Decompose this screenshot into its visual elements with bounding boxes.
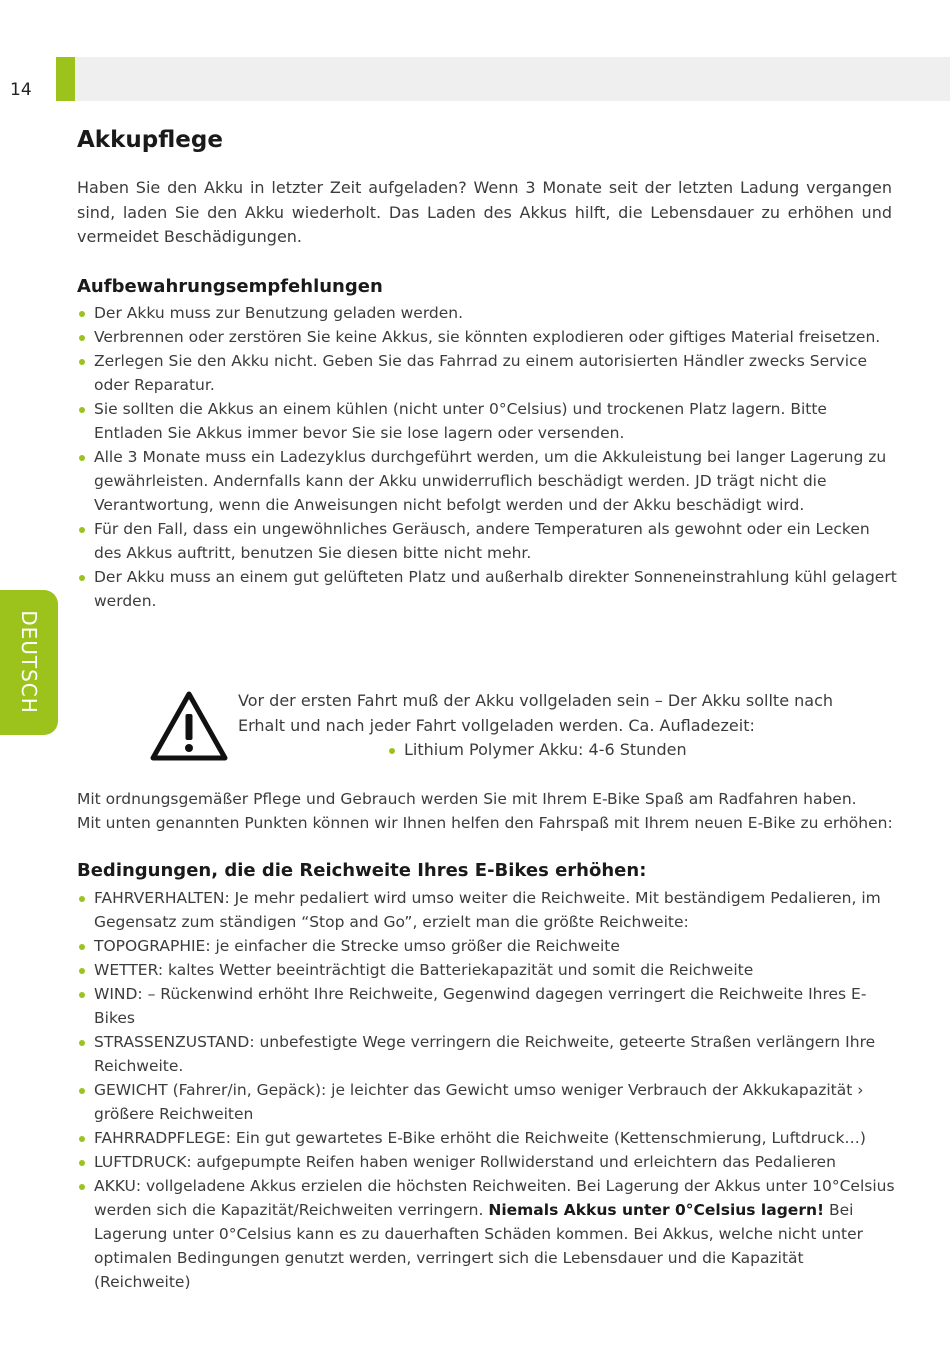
list-item: WETTER: kaltes Wetter beeinträchtigt die Batteriekapazität und somit die Reichweite <box>77 958 897 982</box>
list-item: FAHRRADPFLEGE: Ein gut gewartetes E-Bike erhöht die Reichweite (Kettenschmierung, Luftdruck…) <box>77 1126 897 1150</box>
storage-list <box>77 301 897 613</box>
header-accent-block <box>56 57 75 101</box>
warning-triangle-icon <box>149 690 229 762</box>
language-tab <box>0 590 58 735</box>
akku-text-1: AKKU: vollgeladene Akkus erzielen die höchsten Reichweiten. Bei Lagerung der Akkus unter 10°Celsius werden sich die Kapazität/Reichweiten verringern. <box>94 1177 895 1219</box>
warning-text: Vor der ersten Fahrt muß der Akku vollgeladen sein – Der Akku sollte nach Erhalt und nach jeder Fahrt vollgeladen werden. Ca. Aufladezeit: <box>238 691 834 735</box>
closing-line-1: Mit ordnungsgemäßer Pflege und Gebrauch werden Sie mit Ihrem E-Bike Spaß am Radfahren haben. <box>77 790 857 808</box>
list-item: Für den Fall, dass ein ungewöhnliches Geräusch, andere Temperaturen als gewohnt oder ein Lecken des Akkus auftritt, benutzen Sie diesen bitte nicht mehr. <box>77 517 897 565</box>
range-heading: Bedingungen, die die Reichweite Ihres E-Bikes erhöhen: <box>77 860 647 881</box>
list-item: Verbrennen oder zerstören Sie keine Akkus, sie könnten explodieren oder giftiges Material freisetzen. <box>77 325 897 349</box>
list-item: Der Akku muss an einem gut gelüfteten Platz und außerhalb direkter Sonneneinstrahlung kühl gelagert werden. <box>77 565 897 613</box>
language-tab-label: DEUTSCH <box>17 610 41 714</box>
header-band <box>75 57 950 101</box>
list-item: WIND: – Rückenwind erhöht Ihre Reichweite, Gegenwind dagegen verringert die Reichweite Ihres E-Bikes <box>77 982 897 1030</box>
closing-paragraph <box>77 787 897 835</box>
list-item-akku <box>77 1174 897 1294</box>
range-list <box>77 886 897 1294</box>
intro-paragraph: Haben Sie den Akku in letzter Zeit aufgeladen? Wenn 3 Monate seit der letzten Ladung vergangen sind, laden Sie den Akku wiederholt. Das Laden des Akkus hilft, die Lebensdauer zu erhöhen und vermeidet Beschädigungen. <box>77 178 892 246</box>
list-item: Sie sollten die Akkus an einem kühlen (nicht unter 0°Celsius) und trockenen Platz lagern. Bitte Entladen Sie Akkus immer bevor Sie sie lose lagern oder versenden. <box>77 397 897 445</box>
list-item: TOPOGRAPHIE: je einfacher die Strecke umso größer die Reichweite <box>77 934 897 958</box>
list-item: LUFTDRUCK: aufgepumpte Reifen haben weniger Rollwiderstand und erleichtern das Pedalieren <box>77 1150 897 1174</box>
akku-warning-bold: Niemals Akkus unter 0°Celsius lagern! <box>488 1201 825 1219</box>
akku-text-2: Bei Lagerung unter 0°Celsius kann es zu dauerhaften Schäden kommen. Bei Akkus, welche nicht unter optimalen Bedingungen genutzt werden, verringert sich die Lebensdauer und die Kapazität (Reichweite) <box>94 1201 864 1291</box>
list-item: FAHRVERHALTEN: Je mehr pedaliert wird umso weiter die Reichweite. Mit beständigem Pedalieren, im Gegensatz zum ständigen “Stop and Go”, erzielt man die größte Reichweite: <box>77 886 897 934</box>
list-item: Zerlegen Sie den Akku nicht. Geben Sie das Fahrrad zu einem autorisierten Händler zwecks Service oder Reparatur. <box>77 349 897 397</box>
section-title-akkupflege: Akkupflege <box>77 127 223 153</box>
storage-heading: Aufbewahrungsempfehlungen <box>77 276 383 297</box>
list-item: GEWICHT (Fahrer/in, Gepäck): je leichter das Gewicht umso weniger Verbrauch der Akkukapazität › größere Reichweiten <box>77 1078 897 1126</box>
list-item: Der Akku muss zur Benutzung geladen werden. <box>77 301 897 325</box>
page-number: 14 <box>10 80 32 100</box>
closing-line-2: Mit unten genannten Punkten können wir Ihnen helfen den Fahrspaß mit Ihrem neuen E-Bike zu erhöhen: <box>77 814 893 832</box>
warning-charge-time: Lithium Polymer Akku: 4-6 Stunden <box>387 738 687 763</box>
list-item: Alle 3 Monate muss ein Ladezyklus durchgeführt werden, um die Akkuleistung bei langer Lagerung zu gewährleisten. Andernfalls kann der Akku unwiderruflich beschädigt werden. JD trägt nicht die Verantwortung, wenn die Anweisungen nicht befolgt werden und der Akku beschädigt wird. <box>77 445 897 517</box>
list-item: STRASSENZUSTAND: unbefestigte Wege verringern die Reichweite, geteerte Straßen verlängern Ihre Reichweite. <box>77 1030 897 1078</box>
